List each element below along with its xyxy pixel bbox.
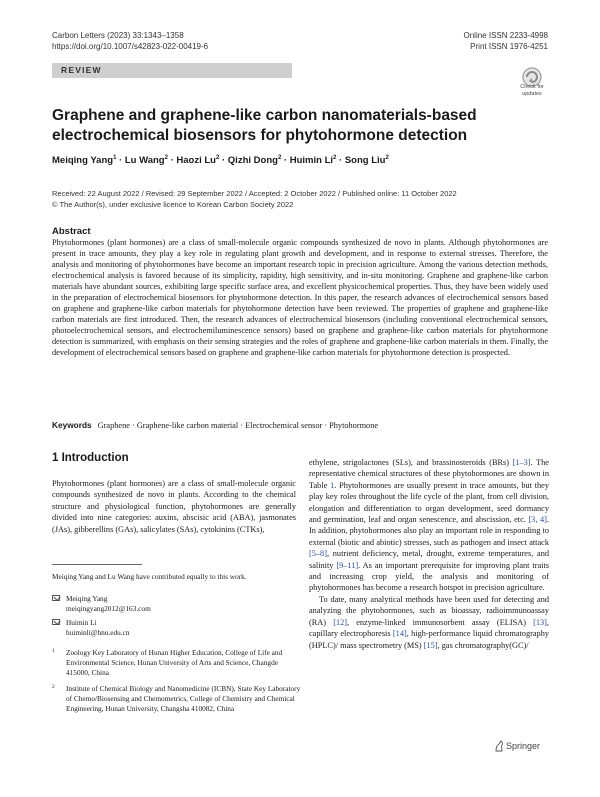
online-issn: Online ISSN 2233-4998 — [463, 31, 548, 40]
author-separator: · — [116, 155, 125, 166]
journal-citation: Carbon Letters (2023) 33:1343–1358 — [52, 31, 184, 40]
article-dates — [52, 188, 457, 210]
author-affiliation-marker: 2 — [277, 154, 282, 161]
running-header-right — [464, 30, 549, 52]
affiliation-2 — [52, 684, 302, 714]
author-separator: · — [336, 155, 345, 166]
author-separator: · — [167, 155, 177, 166]
affiliation-number: 1 — [52, 648, 55, 654]
author-separator: · — [219, 155, 228, 166]
footnote-divider — [52, 564, 142, 565]
author-name[interactable]: Meiqing Yang$^1$ — [52, 154, 117, 166]
check-caption-line1: Check for — [520, 84, 544, 90]
author-affiliation-marker: 2 — [216, 154, 220, 161]
history-dates: Received: 22 August 2022 / Revised: 29 September 2022 / Accepted: 2 October 2022 / Published online: 11 October 2022 — [52, 189, 457, 198]
article-type-bar — [52, 63, 292, 78]
envelope-icon — [52, 595, 60, 601]
article-type-label: REVIEW — [61, 65, 102, 75]
print-issn: Print ISSN 1976-4251 — [470, 42, 548, 51]
citation-link[interactable]: [1–3] — [512, 458, 531, 467]
author-name[interactable]: Song Liu$^2$ — [344, 154, 389, 166]
affiliation-1 — [52, 648, 302, 678]
contact-name: Huimin Li — [66, 618, 97, 627]
contact-author-1 — [52, 594, 151, 614]
publisher-logo-text: Springer — [506, 741, 541, 751]
author-affiliation-marker: 2 — [333, 154, 337, 161]
author-affiliation-marker: 2 — [164, 154, 168, 161]
doi-link[interactable]: https://doi.org/10.1007/s42823-022-00419-6 — [52, 42, 209, 51]
section-heading-introduction: 1 Introduction — [52, 452, 129, 464]
check-for-updates-caption[interactable] — [510, 84, 554, 97]
table-link[interactable]: 1 — [330, 480, 335, 490]
author-name[interactable]: Huimin Li$^2$ — [289, 154, 337, 166]
citation-link[interactable]: [3, 4] — [528, 515, 547, 525]
citation-link[interactable]: [5–8] — [309, 549, 327, 559]
intro-paragraph-2: To date, many analytical methods have been used for detecting and analyzing the phytohormones, such as bioassay, radioimmunoassay (RA) [12], enzyme-linked immunosorbent assay (ELISA) [13], capillary electrophoresis [14], high-performance liquid chromatography (HPLC)/ mass spectrometry (MS) [15], gas chromatography(GC)/ — [309, 594, 549, 650]
author-name[interactable]: Qizhi Dong$^2$ — [227, 154, 282, 166]
citation-link[interactable]: [15] — [423, 640, 438, 650]
intro-left-column: Phytohormones (plant hormones) are a class of small-molecule organic compounds synthesized de novo in plants. According to the chemical structure and physiological function, phytohormones are generally divided into nine categories: auxins, abscisic acid (ABA), jasmonates (JAs), gibberellins (GAs), salicylates (SAs), cytokinins (CTKs), — [52, 479, 296, 534]
author-list — [52, 155, 389, 166]
keywords-label: Keywords — [52, 420, 92, 430]
equal-contribution-note: Meiqing Yang and Lu Wang have contributed equally to this work. — [52, 572, 247, 581]
envelope-icon — [52, 619, 60, 625]
citation-link[interactable]: [9–11] — [336, 560, 359, 570]
contact-name: Meiqing Yang — [66, 594, 108, 603]
author-name[interactable]: Lu Wang$^2$ — [124, 154, 168, 166]
citation-link[interactable]: [13] — [533, 617, 547, 627]
article-title: Graphene and graphene-like carbon nanomaterials-based electrochemical biosensors for phytohormone detection — [52, 107, 477, 144]
author-name[interactable]: Haozi Lu$^2$ — [176, 154, 220, 166]
contact-email[interactable]: meiqingyang2012@163.com — [66, 604, 151, 613]
affiliation-text: Institute of Chemical Biology and Nanomedicine (ICBN), State Key Laboratory of Chemo/Biosensing and Chemometrics, College of Chemistry and Chemical Engineering, Hunan University, Changsha 410082, China — [66, 684, 301, 713]
running-header-left — [52, 30, 208, 52]
springer-horse-icon — [493, 740, 505, 752]
citation-link[interactable]: [12] — [333, 617, 348, 627]
contact-author-2 — [52, 618, 129, 638]
abstract-heading: Abstract — [52, 226, 91, 237]
intro-right-column — [309, 457, 549, 651]
affiliation-text: Zoology Key Laboratory of Hunan Higher Education, College of Life and Environmental Science, Hunan University of Arts and Science, Changde 415000, China — [66, 648, 283, 677]
keywords-text: Graphene · Graphene-like carbon material · Electrochemical sensor · Phytohormone — [97, 421, 379, 430]
author-affiliation-marker: 1 — [113, 154, 117, 161]
intro-paragraph-1: ethylene, strigolactones (SLs), and brassinosteroids (BRs) [1–3]. The representative chemical structures of these phytohormones are shown in Table 1. Phytohormones are usually present in trace amounts, but they play key roles throughout the life cycle of the plant, from cell division, elongation and differentiation to organ development, seed dormancy and germination, leaf and organ senescence, and abscission, etc. [3, 4]. In addition, phytohormones also play an important role in responding to external (biotic and abiotic) stresses, such as pathogen and insect attack [5–8], nutrient deficiency, metal, drought, extreme temperatures, and salinity [9–11]. As an important prerequisite for improving plant traits and increasing crop yield, the analysis and monitoring of phytohormones has become a research hotspot in precision agriculture. — [309, 458, 549, 593]
contact-email[interactable]: huiminli@hnu.edu.cn — [66, 628, 130, 637]
author-affiliation-marker: 2 — [385, 154, 389, 161]
abstract-text: Phytohormones (plant hormones) are a class of small-molecule organic compounds synthesized de novo in plants. Although phytohormones are present in trace amounts, they play a key role in regulating plant growth and development, and in response to external stresses. Therefore, the analysis and monitoring of phytohormones have become an important research topic in precision agriculture. Among the various detection methods, electrochemical analysis is favored because of its simplicity, rapidity, high sensitivity, and in-situ monitoring. Graphene and graphene-like carbon materials have abundant sources, exhibiting large specific surface area, and excellent physicochemical properties. Thus, they have been widely used in the preparation of electrochemical biosensors for phytohormone detection. In this paper, the research advances of electrochemical sensors based on graphene and graphene-like carbon materials for phytohormone detection have been reviewed. The properties of graphene and graphene-like carbon materials are first introduced. Then, the research advances of electrochemical biosensors (including conventional electrochemical sensors, photoelectrochemical sensors, and electrochemiluminescence sensors) based on graphene and graphene-like carbon materials for phytohormone detection is summarized, with emphasis on their sensing strategies and the roles of graphene and graphene-like carbon materials in them. Finally, the development of electrochemical sensors based on graphene and graphene-like carbon materials for phytohormone detection is prospected. — [52, 238, 548, 357]
copyright-line: © The Author(s), under exclusive licence to Korean Carbon Society 2022 — [52, 200, 294, 209]
citation-link[interactable]: [14] — [392, 629, 407, 639]
check-caption-line2: updates — [522, 90, 542, 97]
author-separator: · — [281, 155, 290, 166]
keywords — [52, 420, 548, 431]
affiliation-number: 2 — [52, 684, 55, 690]
